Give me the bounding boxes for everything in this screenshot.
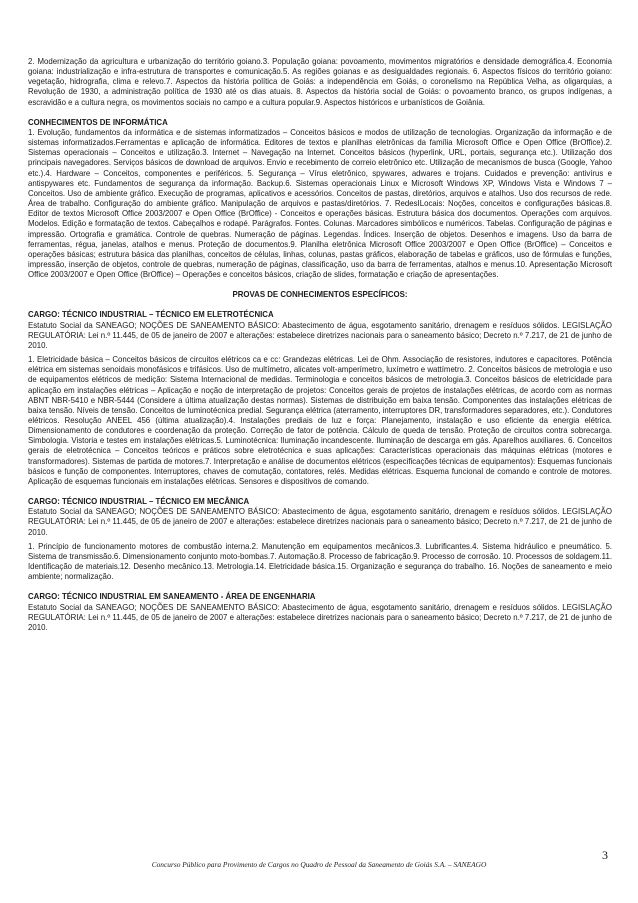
section-heading-informatica: CONHECIMENTOS DE INFORMÁTICA xyxy=(28,117,168,127)
informatica-paragraph: 1. Evolução, fundamentos da informática e de sistemas informatizados – Conceitos básicos e modos de utilização de tecnologias. Organização da informação e de sistemas informatizados.Ferramentas e aplicação de informática. Editores de textos e planilhas eletrônicas da família Microsoft Office e Open Office (BrOffice).2. Sistemas operacionais – Conceitos e utilização.3. Internet – Navegação na Internet. Conceitos básicos (hyperlink, URL, portais, segurança etc.). Utilização dos principais navegadores. Serviços básicos de download de arquivos. Envio e recebimento de correio eletrônico etc. Utilização de mecanismos de busca (Google, Yahoo etc.).4. Hardware – Conceitos, componentes e periféricos. 5. Segurança – Vírus eletrônico, spywares, adwares e trojans. Cuidados e prevenção: antivírus e antispywares etc. Fundamentos de segurança da informação. Backup.6. Sistemas operacionais Linux e Microsoft Windows XP, Windows Vista e Windows 7 – Conceitos. Uso de ambiente gráfico. Execução de programas, aplicativos e acessórios. Conceitos de pastas, diretórios, arquivos e atalhos. Uso dos recursos de rede. Área de trabalho. Configuração do ambiente gráfico. Manipulação de arquivos e pastas/diretórios. 7. RedesILocais: Noções, conceitos e configurações básicas.8. Editor de textos Microsoft Office 2003/2007 e Open Office (BrOffice) - Conceitos e operações básicas. Estrutura básica dos documentos. Operações com arquivos. Modelos. Edição e formatação de textos. Cabeçalhos e rodapé. Parágrafos. Fontes. Colunas. Marcadores simbólicos e numéricos. Tabelas. Configuração de páginas e impressão. Ortografia e gramática. Controle de quebras. Numeração de páginas. Legendas. Índices. Inserção de objetos. Desenhos e imagens. Uso da barra de ferramentas, régua, janelas, atalhos e menus. Proteção de documentos.9. Planilha eletrônica Microsoft Office 2003/2007 e Open Office (BrOffice) – Conceitos e operações básicas; estrutura básica das planilhas, conceitos de células, linhas, colunas, pastas gráficos, elaboração de tabelas e gráficos, uso de fórmulas e funções, impressão, inserção de objetos, controle de quebras, numeração de páginas, classificação, uso da barra de ferramentas, atalhos e menus.10. Apresentação Microsoft Office 2003/2007 e Open Office (BrOffice) – Operações e conceitos básicos, criação de slides, formatação e criação de apresentações. xyxy=(28,127,612,280)
cargo-estatuto-saneamento: Estatuto Social da SANEAGO; NOÇÕES DE SANEAMENTO BÁSICO: Abastecimento de água, esgotamento sanitário, drenagem e resíduos sólidos. LEGISLAÇÃO REGULATÓRIA: Lei n.º 11.445, de 05 de janeiro de 2007 e alterações: estabelece diretrizes nacionais para o saneamento básico; Decreto n.º 7.217, de 21 de junho de 2010. xyxy=(28,602,612,632)
cargo-heading-saneamento: CARGO: TÉCNICO INDUSTRIAL EM SANEAMENTO - ÁREA DE ENGENHARIA xyxy=(28,592,316,602)
cargo-estatuto-eletrotecnica: Estatuto Social da SANEAGO; NOÇÕES DE SANEAMENTO BÁSICO: Abastecimento de água, esgotamento sanitário, drenagem e resíduos sólidos. LEGISLAÇÃO REGULATÓRIA: Lei n.º 11.445, de 05 de janeiro de 2007 e alterações: estabelece diretrizes nacionais para o saneamento básico; Decreto n.º 7.217, de 21 de junho de 2010. xyxy=(28,320,612,350)
cargo-heading-eletrotecnica: CARGO: TÉCNICO INDUSTRIAL – TÉCNICO EM ELETROTÉCNICA xyxy=(28,310,274,320)
page-number: 3 xyxy=(602,848,608,862)
cargo-body-mecanica: 1. Princípio de funcionamento motores de combustão interna.2. Manutenção em equipamentos mecânicos.3. Lubrificantes.4. Sistema hidráulico e pneumático. 5. Sistema de transmissão.6. Dimensionamento conjunto moto-bombas.7. Automação.8. Processo de fabricação.9. Processo de corrosão. 10. Processos de soldagem.11. Identificação de materiais.12. Desenho mecânico.13. Metrologia.14. Eletricidade básica.15. Organização e segurança do trabalho. 16. Noções de saneamento e meio ambiente; normalização. xyxy=(28,541,612,582)
cargo-estatuto-mecanica: Estatuto Social da SANEAGO; NOÇÕES DE SANEAMENTO BÁSICO: Abastecimento de água, esgotamento sanitário, drenagem e resíduos sólidos. LEGISLAÇÃO REGULATÓRIA: Lei n.º 11.445, de 05 de janeiro de 2007 e alterações: estabelece diretrizes nacionais para o saneamento básico; Decreto n.º 7.217, de 21 de junho de 2010. xyxy=(28,507,612,537)
cargo-body-eletrotecnica: 1. Eletricidade básica – Conceitos básicos de circuitos elétricos ca e cc: Grandezas elétricas. Lei de Ohm. Associação de resistores, indutores e capacitores. Potência elétrica em sistemas senoidais monofásicos e trifásicos. Uso de multímetro, alicates volt-amperímetro, luxímetro e wattímetro. 2. Conceitos básicos de metrologia e uso de equipamentos elétricos de medição: Sistema Internacional de medidas. Terminologia e conceitos básicos de metrologia.3. Conceitos básicos de eletricidade para aplicação em instalações elétricas – Aplicação e noção de interpretação de projetos: Conceitos gerais de projetos de instalações elétricas, de acordo com as normas ABNT NBR-5410 e NBR-5444 (Considere a última atualização destas normas). Sistemas de distribuição em baixa tensão. Componentes das instalações elétricas de baixa tensão. Níveis de tensão. Conceitos de luminotécnica predial. Segurança elétrica (aterramento, interruptores DR, transformadores separadores, etc.). Condutores elétricos. Resolução ANEEL 456 (última atualização).4. Instalações prediais de luz e força: Planejamento, instalação e uso eficiente da energia elétrica. Dimensionamento de condutores e coordenação da proteção. Correção de fator de potência. Cálculo de queda de tensão. Proteção de circuitos contra sobrecarga. Simbologia. Vistoria e testes em instalações elétricas.5. Luminotécnica: Iluminação incandescente. Iluminação de descarga em gás. Aparelhos auxiliares. 6. Conceitos gerais de eletrotécnica – Conceitos teóricos e práticos sobre eletrotécnica e suas aplicações: Características operacionais das máquinas elétricas (motores e transformadores). Sistemas de partida de motores.7. Interpretação e análise de documentos elétricos (especificações técnicas de equipamentos): Esquemas funcionais básicos e função de componentes. Interruptores, chaves de comutação, contatores, relés. Medidas elétricas. Esquema funcional de comando e controle de motores. Aplicação de esquemas funcionais em instalações elétricas. Sensores e dispositivos de comando. xyxy=(28,355,612,486)
page-content xyxy=(28,57,612,633)
page-footer: Concurso Público para Provimento de Cargos no Quadro de Pessoal da Saneamento de Goiás S.A. – SANEAGO xyxy=(151,860,487,869)
intro-paragraph: 2. Modernização da agricultura e urbanização do território goiano.3. População goiana: povoamento, movimentos migratórios e densidade demográfica.4. Economia goiana: industrialização e infra-estrutura de transportes e comunicação.5. As regiões goianas e as desigualdades regionais. 6. Aspectos físicos do território goiano: vegetação, hidrografia, clima e relevo.7. Aspectos da história política de Goiás: a independência em Goiás, o coronelismo na República Velha, as oligarquias, a Revolução de 1930, a administração política de 1930 até os dias atuais. 8. Aspectos da história social de Goiás: o povoamento branco, os grupos indígenas, a escravidão e a cultura negra, os movimentos sociais no campo e a cultura popular.9. Aspectos históricos e urbanísticos de Goiânia. xyxy=(28,57,612,107)
provas-title: PROVAS DE CONHECIMENTOS ESPECÍFICOS: xyxy=(232,290,408,300)
cargo-heading-mecanica: CARGO: TÉCNICO INDUSTRIAL – TÉCNICO EM MECÂNICA xyxy=(28,497,250,507)
